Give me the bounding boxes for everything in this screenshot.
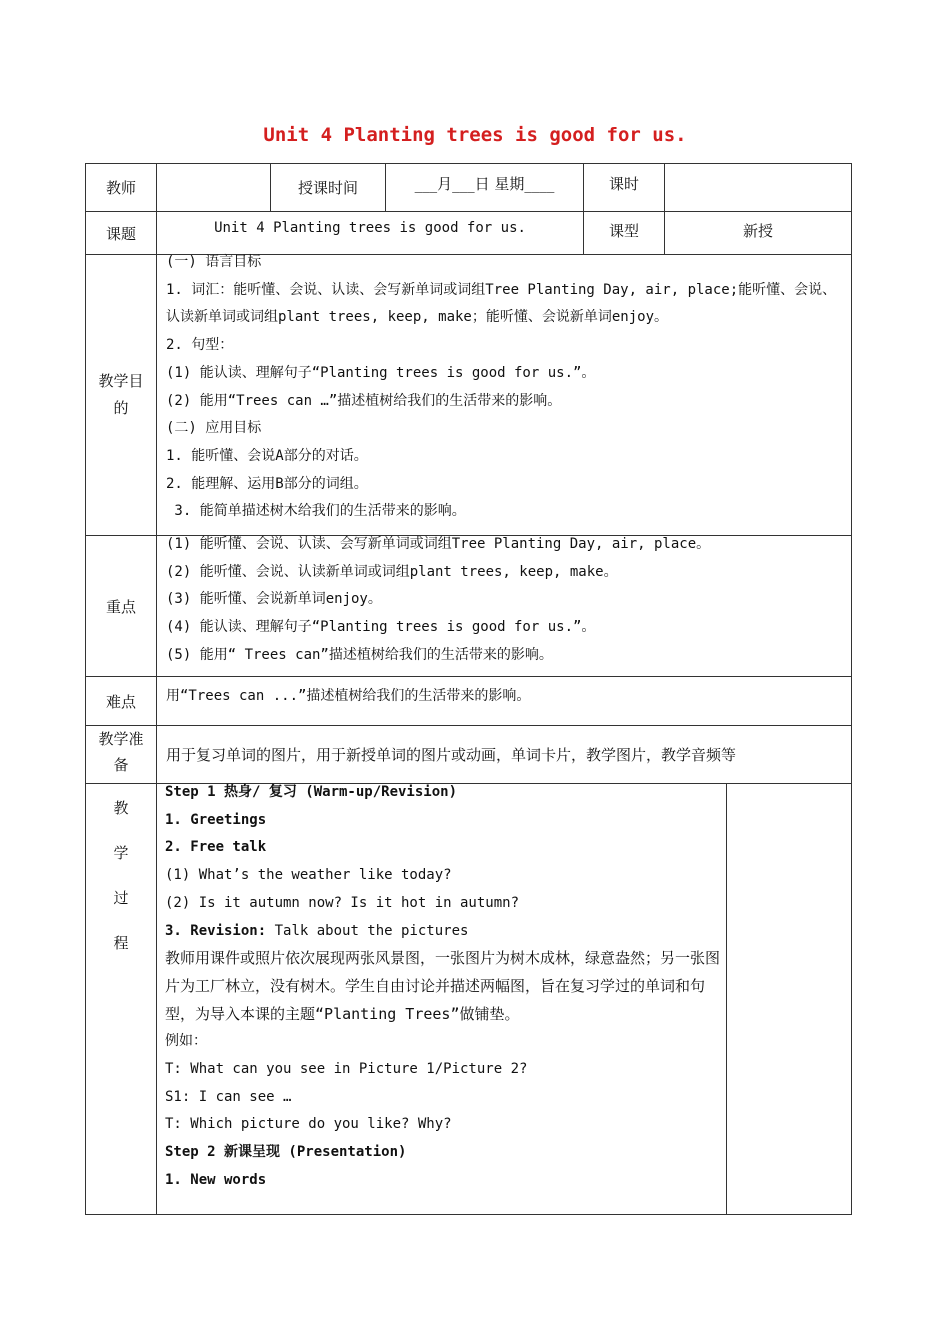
key-point-line: (4) 能认读、理解句子“Planting trees is good for us.”。 [166,619,596,636]
preparation-text: 用于复习单词的图片，用于新授单词的图片或动画，单词卡片，教学图片，教学音频等 [157,726,852,784]
revision-description: 教师用课件或照片依次展现两张风景图，一张图片为树木成林，绿意盎然；另一张图片为工厂林立，没有树木。学生自由讨论并描述两幅图，旨在复习学过的单词和句型，为导入本课的主题“Planting Trees”做铺垫。 [165,949,721,1023]
objective-line: (一) 语言目标 [166,254,262,270]
preparation-label [86,726,157,784]
header-row-teacher [86,164,852,212]
preparation-row [86,726,852,784]
dialog-line-3: T: Which picture do you like? Why? [165,1116,452,1133]
process-main-column [157,784,727,1214]
new-words: 1. New words [165,1171,267,1188]
revision-line [165,918,726,946]
period-value [665,164,852,212]
process-label-char: 程 [113,934,129,952]
dialog-line-1: T: What can you see in Picture 1/Picture 2? [165,1061,528,1078]
preparation-label-text: 教学准备 [98,730,144,774]
step1-title: Step 1 热身/ 复习 (Warm-up/Revision) [165,784,458,800]
free-talk: 2. Free talk [165,839,267,856]
key-point-line: (5) 能用“ Trees can”描述植树给我们的生活带来的影响。 [166,646,553,663]
step2-title: Step 2 新课呈现 (Presentation) [165,1144,407,1161]
lesson-plan-table [85,163,852,1215]
process-notes-column [727,784,852,1214]
teacher-value [157,164,271,212]
example-label: 例如： [165,1033,207,1050]
process-row [86,784,852,1215]
document-title: Unit 4 Planting trees is good for us. [263,124,687,146]
topic-value: Unit 4 Planting trees is good for us. [157,212,584,255]
objective-line: (二) 应用目标 [166,420,262,437]
difficulty-text: 用“Trees can ...”描述植树给我们的生活带来的影响。 [157,677,852,726]
period-label: 课时 [584,164,665,212]
key-point-line: (3) 能听懂、会说新单词enjoy。 [166,591,382,608]
objectives-label [86,255,157,536]
topic-label: 课题 [86,212,157,255]
process-label-char: 过 [113,889,129,907]
process-inner-table [157,784,851,1214]
process-label-char: 学 [113,844,129,862]
process-label [86,784,157,1215]
key-point-line: (2) 能听懂、会说、认读新单词或词组plant trees, keep, make。 [166,563,618,580]
key-point-line: (1) 能听懂、会说、认读、会写新单词或词组Tree Planting Day, air, place。 [166,536,711,552]
objective-line: (2) 能用“Trees can …”描述植树给我们的生活带来的影响。 [166,392,562,409]
key-points-row [86,536,852,677]
revision-label: 3. Revision: [165,922,267,939]
objectives-label-text: 教学目的 [98,372,144,417]
objective-line: 3. 能简单描述树木给我们的生活带来的影响。 [166,503,466,520]
difficulty-row [86,677,852,726]
objective-line: 2. 能理解、运用B部分的词组。 [166,475,368,492]
objectives-row [86,255,852,536]
process-content [157,784,852,1215]
difficulty-label: 难点 [86,677,157,726]
objective-line: 1. 能听懂、会说A部分的对话。 [166,447,368,464]
greetings: 1. Greetings [165,811,267,828]
dialog-line-2: S1: I can see … [165,1088,292,1105]
revision-text: Talk about the pictures [266,922,469,939]
teacher-label: 教师 [86,164,157,212]
type-label: 课型 [584,212,665,255]
key-points-content [157,536,852,677]
objective-line: 1. 词汇：能听懂、会说、认读、会写新单词或词组Tree Planting Day, air, place;能听懂、会说、认读新单词或词组plant trees, keep, make；能听懂、会说新单词enjoy。 [166,281,837,326]
question-1: (1) What’s the weather like today? [165,867,452,884]
key-points-label: 重点 [86,536,157,677]
objective-line: (1) 能认读、理解句子“Planting trees is good for us.”。 [166,364,596,381]
time-label: 授课时间 [271,164,386,212]
type-value: 新授 [665,212,852,255]
objective-line: 2. 句型： [166,337,234,354]
time-value: ___月___日 星期____ [386,164,584,212]
objectives-content [157,255,852,536]
question-2: (2) Is it autumn now? Is it hot in autumn? [165,894,520,911]
process-label-char: 教 [113,799,129,817]
